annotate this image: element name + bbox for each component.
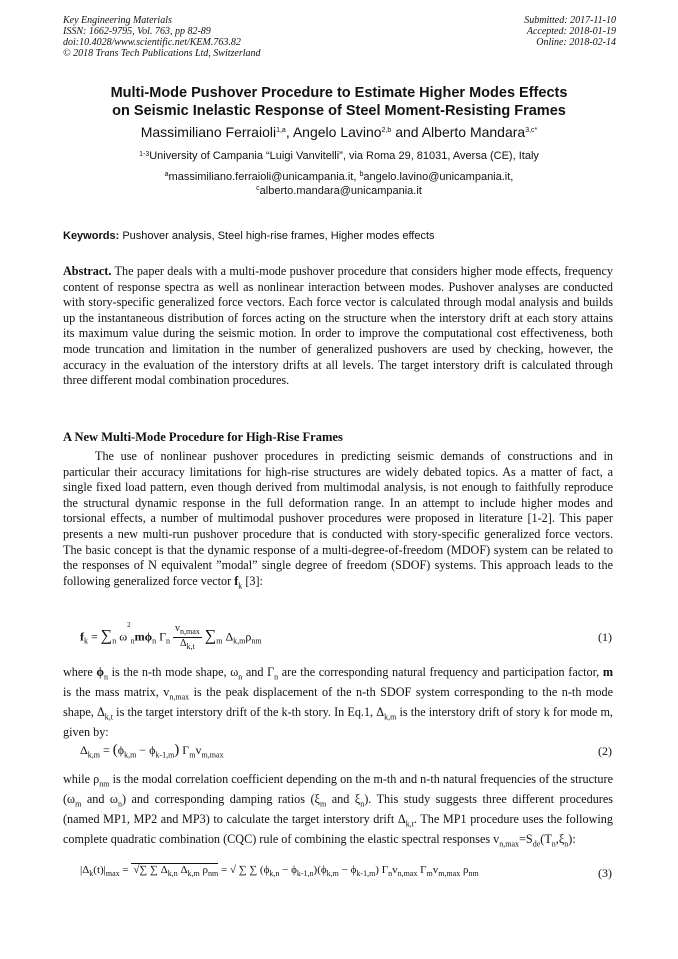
procedure-paragraph: while $\rho_{nm}$ is the modal correlation coefficient depending on the m-th and n-th natural frequencies of the structure ($\omega_m$ and $\omega_n$) and corresponding damping ratios ($\xi_m$ and $\xi_n$). This study suggests three different procedures (named MP1, MP2 and MP3) to calculate the target interstory drift $\Delta_{k,t}$. The MP1 procedure uses the following complete quadratic combination (CQC) rule of combining the elastic spectral responses $v_{n,max}=S_{de}(T_n,\xi_n)$: bbox=[63, 772, 613, 849]
doi: doi:10.4028/www.scientific.net/KEM.763.82 bbox=[63, 37, 241, 48]
author-3: Alberto Mandara bbox=[421, 124, 526, 140]
online-date: Online: 2018-02-14 bbox=[536, 37, 616, 48]
abstract bbox=[63, 264, 613, 389]
email-link-c[interactable]: alberto.mandara@unicampania.it bbox=[259, 185, 422, 197]
copyright: © 2018 Trans Tech Publications Ltd, Switzerland bbox=[63, 48, 261, 59]
author-list: Massimiliano Ferraioli$^{1,a}$, Angelo Lavino$^{2,b}$ and Alberto Mandara$^{3,c*}$ bbox=[140, 124, 538, 140]
abstract-label: Abstract. bbox=[63, 264, 112, 278]
author-emails: $^a$massimiliano.ferraioli@unicampania.it, $^b$angelo.lavino@unicampania.it, $^c$alberto.mandara@unicampania.it bbox=[164, 171, 514, 197]
dates-info bbox=[524, 15, 616, 48]
author-1: Massimiliano Ferraioli bbox=[140, 124, 277, 140]
submitted-date: Submitted: 2017-11-10 bbox=[524, 15, 616, 26]
journal-name: Key Engineering Materials bbox=[63, 15, 172, 26]
email-link-b[interactable]: angelo.lavino@unicampania.it, bbox=[363, 171, 514, 183]
equation-2-number: (2) bbox=[598, 744, 612, 758]
equation-3-root-1: √∑ ∑ $\Delta_{k,n}$ $\Delta_{k,m}$ $\rho_{nm}$ bbox=[133, 864, 219, 879]
equation-1-number: (1) bbox=[598, 630, 612, 644]
equation-3: $|\Delta_k(t)|_{max}$ = √∑ ∑ $\Delta_{k,n}$ $\Delta_{k,m}$ $\rho_{nm}$ = √ ∑ ∑ $(\phi_{k,n} - \phi_{k-1,n})(\phi_{k,m} - \phi_{k-1,m})$ $\Gamma_nv_{n,max}$ $\Gamma_mv_{m,max}$ $\rho_{nm}$ bbox=[80, 864, 479, 879]
equation-3-number: (3) bbox=[598, 866, 612, 880]
journal-info bbox=[63, 15, 261, 59]
equation-1: $f_k = \sum_n$ $\omega^2_nm\phi_n$ $\Gamma_n$ $\frac{v_{n,max}}{\Delta_{k,t}}$ $\sum_m$ $\Delta_{k,m}\rho_{nm}$ bbox=[80, 621, 262, 651]
keywords: Keywords: Pushover analysis, Steel high-rise frames, Higher modes effects bbox=[63, 230, 435, 242]
email-link-a[interactable]: massimiliano.ferraioli@unicampania.it, bbox=[168, 171, 357, 183]
author-2: Angelo Lavino bbox=[292, 124, 382, 140]
intro-paragraph: The use of nonlinear pushover procedures in predicting seismic demands of constructions and in particular their accuracy limitations for high-rise structures are widely debated topics. As a matter of fact, a single fixed load pattern, even though derived from multimodal analysis, is not enough to faithfully reproduce the structural dynamic response in the full deformation range. In an attempt to include higher modes and torsional effects, a number of multimodal pushover procedures were proposed in literature [1-2]. This paper presents a new multi-run pushover procedure that is conducted with story-specific generalized force vectors. The basic concept is that the dynamic response of a multi-degree-of-freedom (MDOF) system can be related to the responses of N equivalent ”modal” single degree of freedom (SDOF) systems. This approach leads to the following generalized force vector $f_k$ [3]: bbox=[63, 449, 613, 591]
equation-2: $\Delta_{k,m} = (\phi_{k,m} - \phi_{k-1,m})$ $\Gamma_mv_{m,max}$ bbox=[80, 742, 224, 760]
affiliation: $^{1-3}$University of Campania “Luigi Vanvitelli”, via Roma 29, 81031, Aversa (CE), Italy bbox=[139, 150, 539, 162]
symbols-paragraph: where $\phi_n$ is the n-th mode shape, $\omega_n$ and $\Gamma_n$ are the corresponding natural frequency and participation factor, m is the mass matrix, $v_{n,max}$ is the peak displacement of the n-th SDOF system corresponding to the n-th mode shape, $\Delta_{k,t}$ is the target interstory drift of the k-th story. In Eq.1, $\Delta_{k,m}$ is the interstory drift of story k for mode m, given by: bbox=[63, 665, 613, 740]
accepted-date: Accepted: 2018-01-19 bbox=[526, 26, 616, 37]
issn: ISSN: 1662-9795, Vol. 763, pp 82-89 bbox=[63, 26, 211, 37]
abstract-text: The paper deals with a multi-mode pushover procedure that considers higher mode effects, frequency content of response spectra as well as nonlinear interaction between modes. Pushover analyses are conducted with story-specific generalized force vectors. Each force vector is calculated through modal analysis and builds up the instantaneous distribution of forces acting on the structure when the interstory drift at each story attains its maximum value during the seismic motion. In order to improve the computational cost effectiveness, both mode truncation and limitation in the number of generalized pushovers are used by checking, however, the accuracy in the evaluation of the interstory drifts at all levels. The target interstory drift is calculated through three different modal combination procedures. bbox=[63, 264, 614, 388]
paper-title: Multi-Mode Pushover Procedure to Estimate Higher Modes Effects on Seismic Inelastic Response of Steel Moment-Resisting Frames bbox=[110, 85, 568, 119]
section-heading: A New Multi-Mode Procedure for High-Rise Frames bbox=[63, 430, 343, 444]
